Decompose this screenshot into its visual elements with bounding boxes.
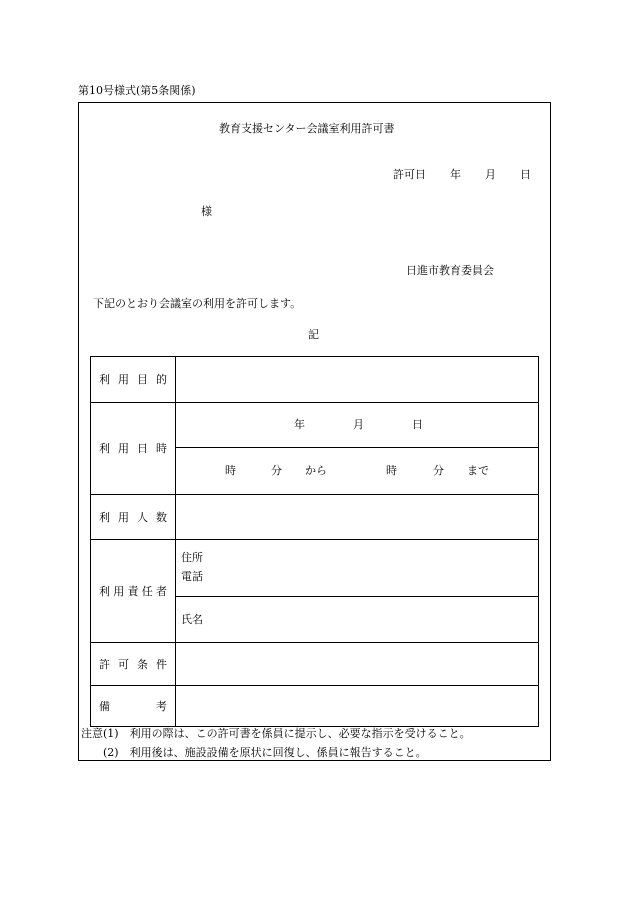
header-char: 任: [141, 584, 153, 598]
addressee-suffix: 様: [201, 205, 212, 218]
header-char: 人: [137, 510, 148, 524]
row-header-purpose: [91, 357, 176, 403]
permit-month-unit: 月: [485, 168, 496, 181]
header-char: 時: [156, 442, 167, 455]
header-char: 数: [156, 510, 167, 524]
note-2: (2) 利用後は、施設設備を原状に回復し、係員に報告すること。: [81, 746, 427, 759]
ki-heading: 記: [308, 328, 319, 341]
end-hour-unit: 時: [386, 464, 397, 477]
usage-table: [90, 356, 539, 727]
start-minute-unit: 分: [271, 464, 282, 477]
header-char: 用: [118, 510, 129, 524]
header-char: 備: [99, 699, 110, 713]
purpose-field[interactable]: [176, 357, 539, 403]
permit-date-label: 許可日: [393, 168, 426, 181]
form-number-label: 第10号様式(第5条関係): [78, 84, 196, 97]
row-header-count: [91, 495, 176, 540]
until-label: まで: [467, 464, 489, 477]
permit-day-unit: 日: [520, 168, 531, 181]
header-char: 目: [137, 373, 148, 386]
header-char: 責: [127, 584, 139, 598]
date-day-unit: 日: [412, 418, 423, 431]
end-minute-unit: 分: [433, 464, 444, 477]
permit-date-line: [393, 168, 531, 181]
header-char: 利: [99, 373, 110, 386]
issuer-name: 日進市教育委員会: [406, 264, 494, 277]
date-month-unit: 月: [353, 418, 364, 431]
header-char: 利: [99, 442, 110, 455]
header-char: 利: [99, 510, 110, 524]
header-char: 利: [99, 584, 110, 598]
remarks-field[interactable]: [176, 686, 539, 727]
row-header-conditions: [91, 643, 176, 686]
header-char: 件: [156, 657, 167, 671]
header-char: 許: [99, 657, 110, 671]
row-header-datetime: [91, 403, 176, 495]
row-header-remarks: [91, 686, 176, 727]
header-char: 用: [118, 373, 129, 386]
time-field[interactable]: [176, 448, 539, 495]
header-char: 的: [156, 373, 167, 386]
name-field[interactable]: [176, 597, 539, 643]
header-char: 考: [156, 699, 167, 713]
row-header-responsible: [91, 540, 176, 643]
phone-label: 電話: [181, 570, 203, 583]
date-year-unit: 年: [294, 418, 305, 431]
document-title: 教育支援センター会議室利用許可書: [219, 122, 395, 135]
conditions-field[interactable]: [176, 643, 539, 686]
header-char: 用: [118, 442, 129, 455]
name-label: 氏名: [181, 613, 203, 626]
header-char: 条: [137, 657, 148, 671]
from-label: から: [305, 464, 327, 477]
permit-year-unit: 年: [450, 168, 461, 181]
header-char: 者: [156, 584, 167, 598]
note-1: 注意(1) 利用の際は、この許可書を係員に提示し、必要な指示を受けること。: [81, 727, 471, 740]
body-text: 下記のとおり会議室の利用を許可します。: [93, 297, 302, 310]
address-label: 住所: [181, 551, 203, 564]
header-char: 用: [113, 584, 125, 598]
date-field[interactable]: [176, 403, 539, 448]
count-field[interactable]: [176, 495, 539, 540]
start-hour-unit: 時: [225, 464, 236, 477]
header-char: 可: [118, 657, 129, 671]
address-phone-field[interactable]: [176, 540, 539, 597]
header-char: 日: [137, 442, 148, 455]
